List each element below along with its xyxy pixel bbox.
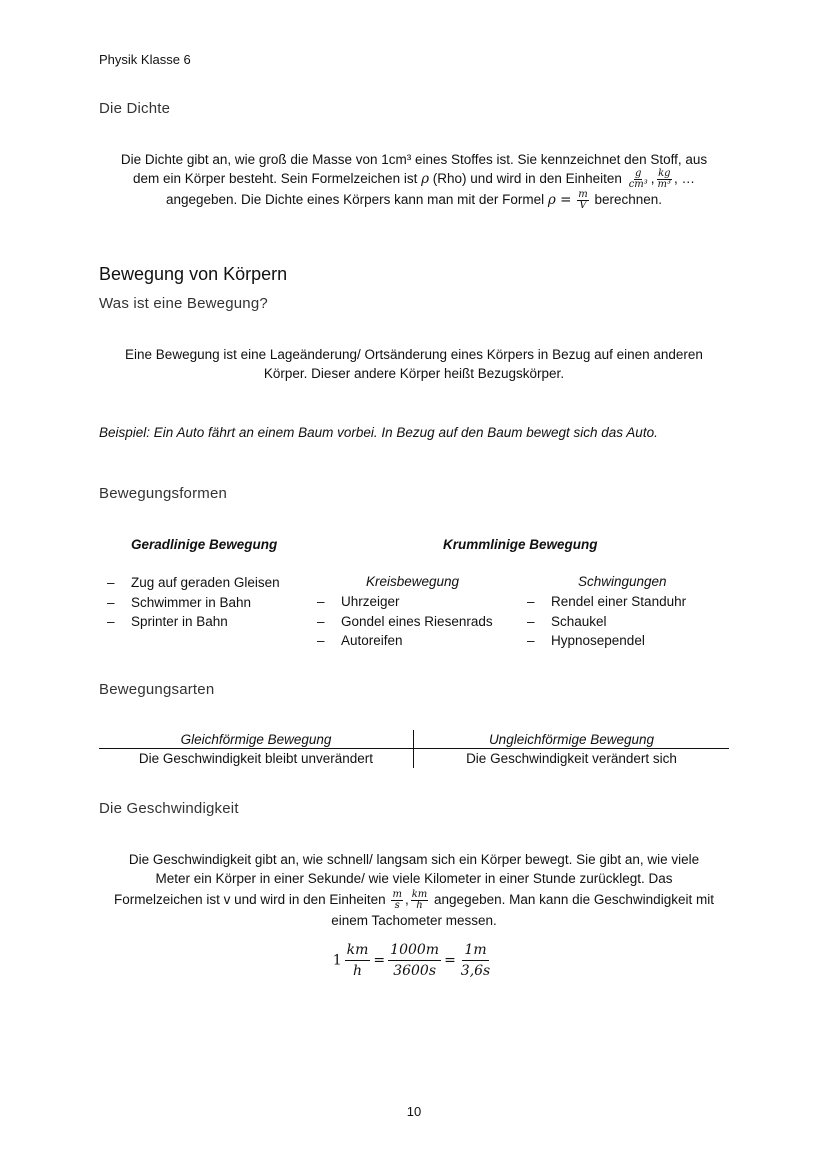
unit-den: cm³ (628, 179, 648, 190)
list-schwingungen (527, 592, 686, 651)
label-kreisbewegung: Kreisbewegung (366, 574, 460, 589)
subtitle-was-ist-bewegung: Was ist eine Bewegung? (99, 295, 268, 312)
list-geradlinig (107, 573, 280, 632)
eq-frac-1m-3-6s (459, 942, 492, 979)
list-item: – Gondel eines Riesenrads (317, 612, 493, 632)
eq-frac-1000m-3600s (388, 942, 441, 979)
list-item: – Uhrzeiger (317, 592, 493, 612)
unit-m-per-s (391, 890, 402, 911)
section-title-bewegung: Bewegung von Körpern (99, 264, 288, 284)
definition-line-1: Eine Bewegung ist eine Lageänderung/ Ortsänderung eines Körpers in Bezug auf einen anderen (125, 347, 703, 362)
eq-den: 3,6s (460, 963, 491, 980)
list-item: – Rendel einer Standuhr (527, 592, 686, 612)
label-krummlinig: Krummlinige Bewegung (443, 537, 598, 552)
dichte-line-2a: dem ein Körper besteht. Sein Formelzeichen ist (132, 171, 418, 187)
eq-num: 1m (462, 942, 488, 961)
eq-frac-km-h (345, 942, 371, 979)
page-header: Physik Klasse 6 (99, 52, 191, 67)
geschw-line-3a: Formelzeichen ist v und wird in den Einheiten (114, 892, 386, 908)
section-title-dichte: Die Dichte (99, 100, 171, 117)
eq-lead: 1 (332, 952, 342, 969)
list-item: – Hypnosependel (527, 631, 686, 651)
equals-sign: = (373, 952, 386, 969)
unit-den: m³ (657, 179, 672, 190)
bewegungsarten-table (99, 730, 729, 768)
list-item: – Autoreifen (317, 631, 493, 651)
list-item: – Schwimmer in Bahn (107, 593, 280, 613)
formula-lhs: ρ = (547, 192, 572, 209)
geschwindigkeit-paragraph (60, 850, 768, 930)
unit-num: km (411, 889, 428, 900)
dichte-line-3 (60, 190, 768, 211)
unit-den: s (394, 900, 400, 911)
equals-sign: = (444, 952, 456, 969)
unit-num: m (392, 889, 402, 900)
geschw-line-1: Die Geschwindigkeit gibt an, wie schnell/ langsam sich ein Körper bewegt. Sie gibt an, wie viele (128, 852, 700, 867)
section-title-geschwindigkeit: Die Geschwindigkeit (99, 800, 239, 817)
unit-den: h (416, 900, 423, 911)
label-schwingungen: Schwingungen (578, 574, 667, 589)
beispiel-text: Beispiel: Ein Auto fährt an einem Baum vorbei. In Bezug auf den Baum bewegt sich das Auto. (99, 425, 658, 440)
unit-num: g (635, 168, 642, 179)
dichte-line-2b: (Rho) und wird in den Einheiten (432, 171, 622, 187)
geschw-line-3b: angegeben. Man kann die Geschwindigkeit mit (434, 892, 714, 908)
formula-m-over-v (577, 190, 588, 211)
list-item: – Zug auf geraden Gleisen (107, 573, 280, 593)
rho-symbol: ρ (421, 171, 430, 188)
col-gleichfoermig-head: Gleichförmige Bewegung (180, 732, 332, 747)
eq-num: 1000m (388, 942, 441, 961)
col-ungleichfoermig-head: Ungleichförmige Bewegung (488, 732, 655, 747)
list-item: – Schaukel (527, 612, 686, 632)
dichte-line-2c: , … (674, 171, 696, 187)
eq-den: h (353, 963, 363, 980)
section-title-bewegungsarten: Bewegungsarten (99, 681, 215, 698)
bewegung-definition (60, 345, 768, 383)
page-number: 10 (406, 1104, 422, 1119)
dichte-line-1: Die Dichte gibt an, wie groß die Masse von 1cm³ eines Stoffes ist. Sie kennzeichnet den Stoff, aus (120, 152, 708, 167)
dichte-paragraph (60, 150, 768, 211)
col-gleichfoermig-text: Die Geschwindigkeit bleibt unverändert (138, 751, 374, 766)
table-horizontal-rule (99, 748, 729, 749)
unit-kg-per-m3 (657, 169, 673, 190)
geschw-line-2: Meter ein Körper in einer Sekunde/ wie viele Kilometer in einer Stunde zurücklegt. Das (155, 871, 673, 886)
unit-km-per-h (411, 890, 429, 911)
geschw-line-3: Formelzeichen ist v und wird in den Einheiten $\frac{m}{s}$ , $\frac{km}{h}$ angegeben. Man kann die Geschwindigkeit mit (114, 889, 714, 911)
list-item: – Sprinter in Bahn (107, 612, 280, 632)
conversion-equation (260, 942, 568, 979)
definition-line-2: Körper. Dieser andere Körper heißt Bezugskörper. (263, 366, 565, 381)
eq-num: km (345, 942, 371, 961)
list-kreisbewegung (317, 592, 493, 651)
unit-num: kg (658, 168, 671, 179)
formula-den: V (579, 200, 587, 211)
dichte-line-3a: angegeben. Die Dichte eines Körpers kann man mit der Formel (165, 192, 545, 208)
section-title-bewegungsformen: Bewegungsformen (99, 485, 228, 502)
dichte-line-3b: berechnen. (594, 192, 663, 208)
unit-g-per-cm3 (628, 169, 649, 190)
eq-den: 3600s (393, 963, 437, 980)
formula-num: m (578, 189, 588, 200)
label-geradlinig: Geradlinige Bewegung (131, 537, 278, 552)
col-ungleichfoermig-text: Die Geschwindigkeit verändert sich (466, 751, 677, 766)
dichte-line-2: dem ein Körper besteht. Sein Formelzeichen ist ρ (Rho) und wird in den Einheiten $\frac{g}{\text{cm³}}$ , $\frac{kg}{\text{m³}}$ , … (132, 168, 696, 190)
geschw-line-4: einem Tachometer messen. (331, 913, 497, 928)
